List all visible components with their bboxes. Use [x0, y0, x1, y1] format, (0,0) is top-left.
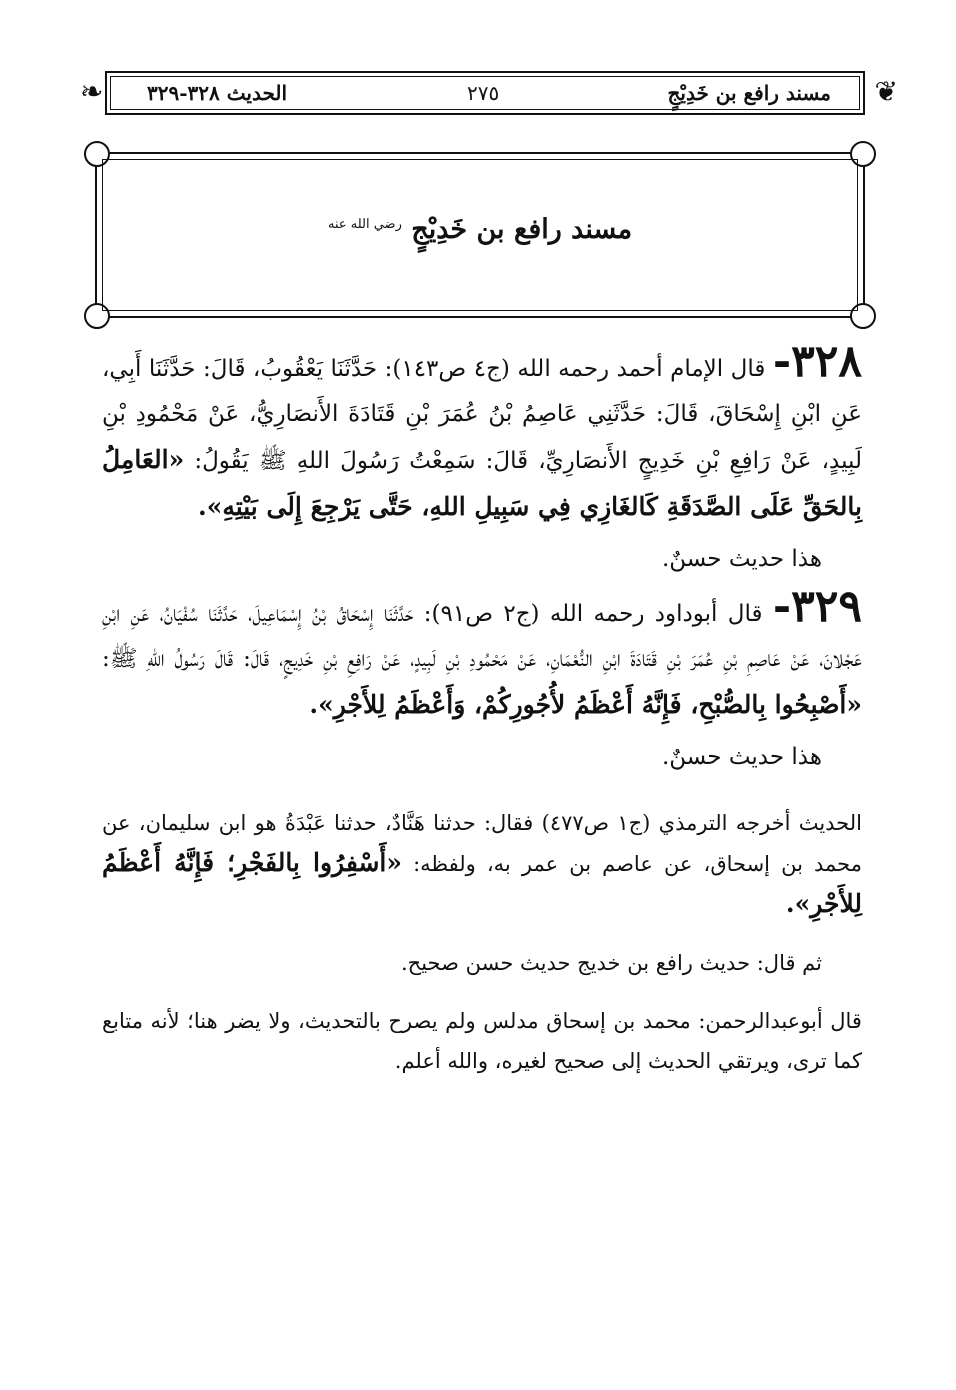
- author-label: قال أبوعبدالرحمن:: [698, 1009, 862, 1033]
- honorific-glyph: رضي الله عنه: [327, 217, 402, 232]
- author-text: محمد بن إسحاق مدلس ولم يصرح بالتحديث، ولا يضر هنا؛ لأنه متابع كما ترى، ويرتقي الحديث إلى صحيح لغيره، والله أعلم.: [102, 1009, 862, 1073]
- frame-corner-ornament: [84, 303, 110, 329]
- hadith-matn: «العَامِلُ بِالحَقِّ عَلَى الصَّدَقَةِ كَالغَازِي فِي سَبِيلِ اللهِ، حَتَّى يَرْجِعَ إِلَى بَيْتِهِ».: [102, 445, 862, 521]
- running-header: [105, 71, 865, 115]
- hadith-number: ٣٢٨-: [772, 336, 863, 387]
- running-header-title: مسند رافع بن خَدِيْجٍ: [667, 81, 831, 105]
- chapter-title: [97, 214, 863, 245]
- tirmidhi-note: [102, 803, 862, 925]
- frame-corner-ornament: [850, 303, 876, 329]
- chapter-title-frame: [95, 152, 865, 318]
- hadith-matn: «أَصْبِحُوا بِالصُّبْحِ، فَإِنَّهُ أَعْظَمُ لأُجُورِكُمْ، وَأَعْظَمُ لِلأَجْرِ».: [309, 690, 862, 719]
- author-note: [102, 1001, 862, 1081]
- hadith-grade: هذا حديث حسنٌ.: [661, 546, 822, 572]
- tirmidhi-text: الحديث أخرجه الترمذي (ج١ ص٤٧٧) فقال: حدثنا هَنَّادٌ، حدثنا عَبْدَةُ هو ابن سليمان، عن محمد بن إسحاق، عن عاصم بن عمر به، ولفظه:: [102, 811, 862, 876]
- hadith-grade: هذا حديث حسنٌ.: [661, 744, 822, 770]
- chapter-title-text: مسند رافع بن خَدِيْجٍ: [411, 214, 633, 245]
- header-ornament-right: ❦: [874, 75, 898, 108]
- hadith-number: ٣٢٩-: [772, 581, 863, 632]
- hadith-isnad: قال أبوداود رحمه الله (ج٢ ص٩١): حَدَّثَنَا إِسْحَاقُ بْنُ إِسْمَاعِيلَ، حَدَّثَنَا سُفْيَانُ، عَنِ ابْنِ عَجْلانَ، عَنْ عَاصِمِ بْنِ عُمَرَ بْنِ قَتَادَةَ ابْنِ النُّعْمَانِ، عَنْ مَحْمُودِ بْنِ لَبِيدٍ، عَنْ رَافِعِ بْنِ خَدِيجٍ، قَالَ: قَالَ رَسُولُ اللهِ ﷺ:: [102, 601, 862, 672]
- document-body: [102, 336, 863, 1081]
- tirmidhi-grade: ثم قال: حديث رافع بن خديج حديث حسن صحيح.: [400, 951, 822, 975]
- header-ornament-left: ❧: [80, 75, 104, 108]
- hadith-329: [102, 581, 863, 729]
- frame-corner-ornament: [84, 141, 110, 167]
- hadith-range: الحديث ٣٢٨-٣٢٩: [147, 81, 288, 105]
- page-number: ٢٧٥: [467, 81, 500, 105]
- tirmidhi-quote: «أَسْفِرُوا بِالفَجْرِ؛ فَإِنَّهُ أَعْظَمُ لِلأَجْرِ».: [102, 848, 862, 918]
- hadith-isnad: قال الإمام أحمد رحمه الله (ج٤ ص١٤٣): حَدَّثَنَا يَعْقُوبُ، قَالَ: حَدَّثَنَا أَبِي، عَنِ ابْنِ إِسْحَاقَ، قَالَ: حَدَّثَنِي عَاصِمُ بْنُ عُمَرَ بْنِ قَتَادَةَ الأَنصَارِيُّ، عَنْ مَحْمُودِ بْنِ لَبِيدٍ، عَنْ رَافِعِ بْنِ خَدِيجٍ الأَنصَارِيِّ، قَالَ: سَمِعْتُ رَسُولَ اللهِ ﷺ يَقُولُ:: [102, 356, 862, 474]
- hadith-328: [102, 336, 863, 531]
- frame-corner-ornament: [850, 141, 876, 167]
